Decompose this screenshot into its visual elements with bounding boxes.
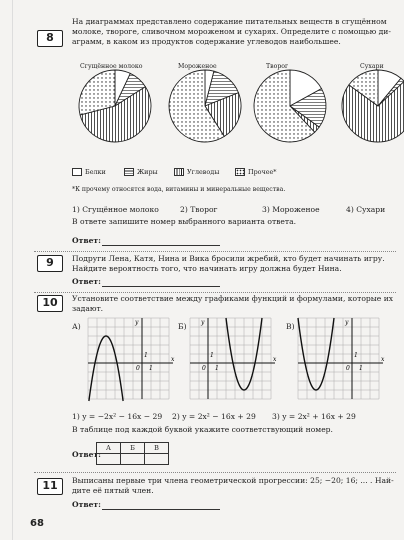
q8-option-2: 2) Творог [180,205,218,214]
pie-charts [0,68,404,168]
q10-instruction: В таблице под каждой буквой укажите соответствующий номер. [72,425,333,434]
x-tick-one: 1 [359,365,363,372]
origin-label: 0 [346,365,350,372]
x-axis-label: x [171,356,175,363]
q11-text-1: Выписаны первые три члена геометрической прогрессии: 25; −20; 16; ... . Най- [72,476,394,485]
q10-text-1: Установите соответствие между графиками функций и формулами, которые их [72,294,394,303]
q8-answer-label: Ответ: [72,236,101,245]
q11-answer-field[interactable] [102,509,220,510]
q10-text-2: задают. [72,304,104,313]
table-header-b: Б [121,443,145,454]
y-axis-label: y [201,319,205,326]
divider [34,292,396,293]
q8-text-3: аграмм, в каком из продуктов содержание углеводов наибольшее. [72,37,341,46]
pie-label-rusks: Сухари [360,63,384,70]
x-tick-one: 1 [215,365,219,372]
q8-text-1: На диаграммах представлено содержание питательных веществ в сгущённом [72,17,387,26]
question-number-9: 9 [37,255,63,272]
q9-answer-field[interactable] [102,286,220,287]
q8-answer-field[interactable] [102,245,220,246]
y-tick-one: 1 [144,352,148,359]
formula-2: 2) y = 2x² − 16x + 29 [172,412,256,421]
origin-label: 0 [202,365,206,372]
q9-text-2: Найдите вероятность того, что начинать игру должна будет Нина. [72,264,342,273]
graph-label-v: В) [286,322,295,331]
legend-fats: Жиры [124,168,158,176]
divider [34,472,396,473]
x-tick-one: 1 [149,365,153,372]
y-tick-one: 1 [210,352,214,359]
q9-text-1: Подруги Лена, Катя, Нина и Вика бросили жребий, кто будет начинать игру. [72,254,385,263]
answer-cell-a[interactable] [97,454,121,465]
q10-answer-label: Ответ: [72,450,101,459]
question-number-11: 11 [37,478,63,495]
legend-other: Прочее* [235,168,277,176]
legend-proteins: Белки [72,168,106,176]
answer-cell-v[interactable] [145,454,169,465]
y-axis-label: y [345,319,349,326]
answer-table [96,442,169,465]
origin-label: 0 [136,365,140,372]
x-axis-label: x [273,356,277,363]
graph-label-a: А) [72,322,81,331]
q8-footnote: *К прочему относятся вода, витамины и минеральные вещества. [72,186,286,193]
table-header-v: В [145,443,169,454]
q8-instruction: В ответе запишите номер выбранного варианта ответа. [72,217,297,226]
y-tick-one: 1 [354,352,358,359]
page-number: 68 [30,518,44,529]
pie-label-milk: Сгущённое молоко [80,63,143,70]
q11-text-2: дите её пятый член. [72,486,154,495]
table-header-a: А [97,443,121,454]
x-axis-label: x [381,356,385,363]
pie-label-icecream: Мороженое [178,63,217,70]
q8-option-3: 3) Мороженое [262,205,320,214]
parabola-graphs [0,318,404,408]
graph-label-b: Б) [178,322,187,331]
question-number-8: 8 [37,30,63,47]
formula-1: 1) y = −2x² − 16x − 29 [72,412,163,421]
legend-carbs: Углеводы [174,168,219,176]
q8-option-4: 4) Сухари [346,205,386,214]
q11-answer-label: Ответ: [72,500,101,509]
divider [34,251,396,252]
question-number-10: 10 [37,295,63,312]
formula-3: 3) y = 2x² + 16x + 29 [272,412,356,421]
pie-label-cottage: Творог [266,63,289,70]
answer-cell-b[interactable] [121,454,145,465]
q8-option-1: 1) Сгущённое молоко [72,205,159,214]
q9-answer-label: Ответ: [72,277,101,286]
y-axis-label: y [135,319,139,326]
q8-text-2: молоке, твороге, сливочном мороженом и сухарях. Определите с помощью ди- [72,27,391,36]
